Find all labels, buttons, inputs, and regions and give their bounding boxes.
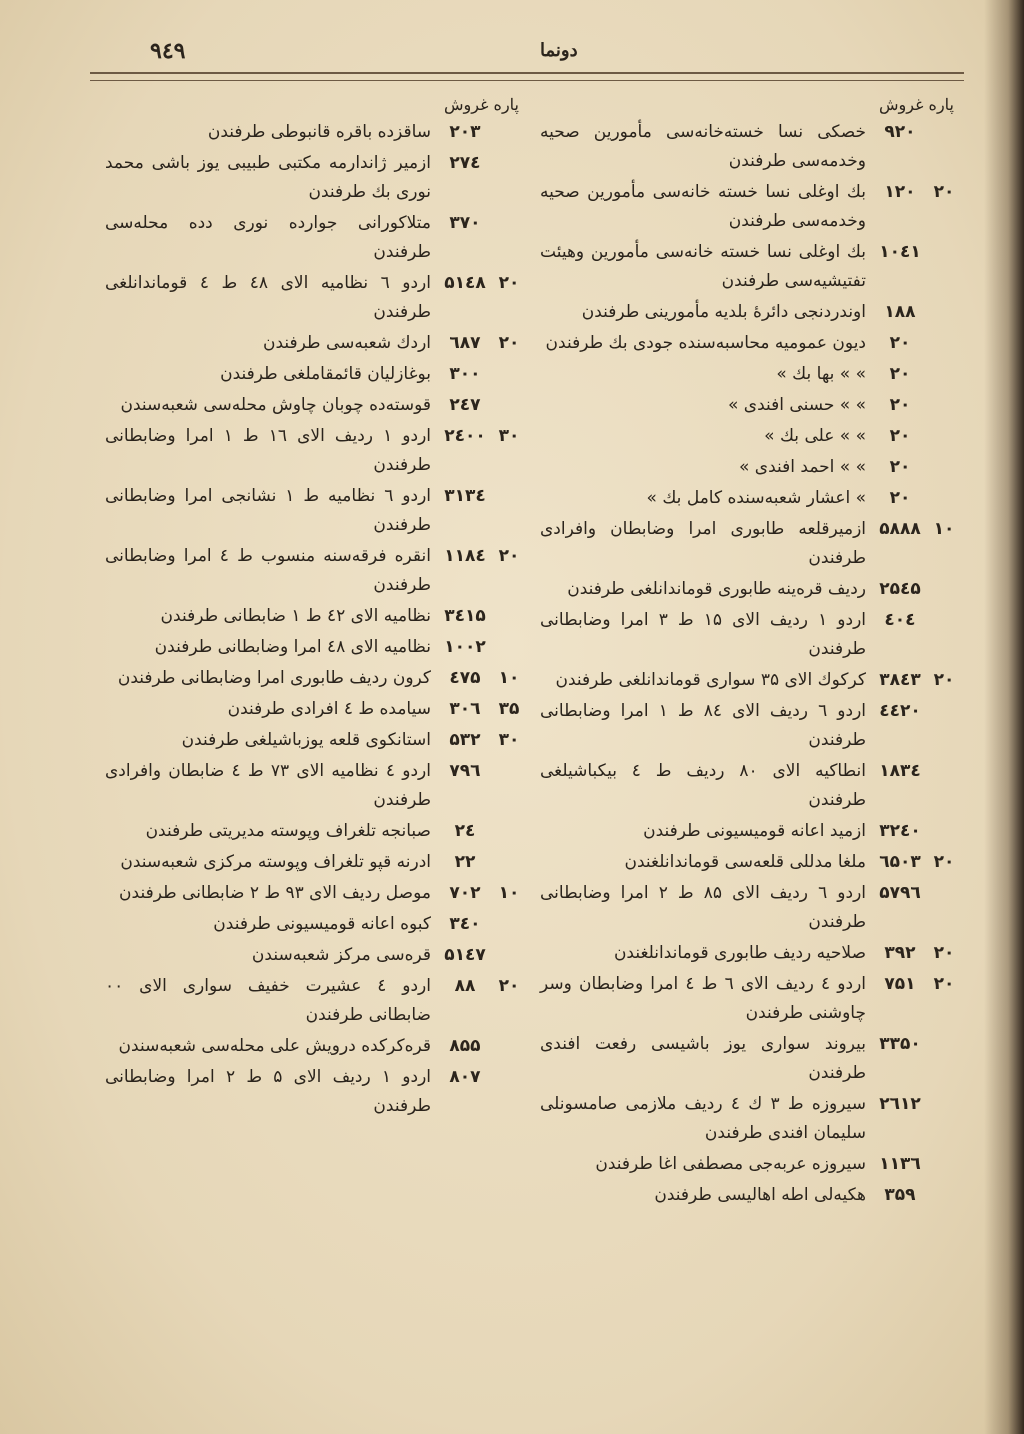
kurush-amount: ۲٦۱۲ <box>879 1094 921 1114</box>
kurush-amount: ۵۱٤۷ <box>444 945 486 965</box>
kurush-amount: ۲۷٤ <box>449 153 481 173</box>
donor-description: استانکوی قلعه یوزباشیلغی طرفندن <box>181 730 431 750</box>
kurush-amount: ۳۱۳٤ <box>444 486 486 506</box>
entry-row <box>540 666 960 695</box>
donor-description: کبوه اعانه قومیسیونی طرفندن <box>213 914 431 934</box>
para-amount: ۲۰ <box>933 852 955 872</box>
entry-row <box>540 970 960 1028</box>
donor-description: ساقزده باقره قانبوطی طرفندن <box>207 122 431 142</box>
entry-row <box>540 879 960 937</box>
kurush-amount: ۳۲٤۰ <box>879 821 921 841</box>
entry-row <box>540 360 960 389</box>
donor-description: قره‌کرکده درویش علی محله‌سی شعبه‌سندن <box>118 1036 431 1056</box>
entry-row <box>105 972 525 1030</box>
kurush-amount: ۵۳۲ <box>449 730 481 750</box>
kurush-amount: ۲۰ <box>889 364 911 384</box>
kurush-amount: ۷۰۲ <box>449 883 481 903</box>
donor-description: اردو ٦ نظامیه الای ٤۸ ط ٤ قوماندانلغی طرفندن <box>105 273 431 322</box>
page-header <box>90 30 964 70</box>
kurush-amount: ۱۰٤۱ <box>879 242 921 262</box>
donor-description: سیروزه ط ۳ ك ٤ ردیف ملازمی صامسونلی سلیمان افندی طرفندن <box>540 1094 866 1143</box>
donor-description: ازمیرقلعه طابوری امرا وضابطان وافرادی طرفندن <box>540 519 866 568</box>
donor-description: صلاحیه ردیف طابوری قوماندانلغندن <box>613 943 866 963</box>
kurush-amount: ۲٤۷ <box>449 395 481 415</box>
entry-row <box>540 606 960 664</box>
donor-description: اردو ۱ ردیف الای ۱۵ ط ۳ امرا وضابطانی طرفندن <box>540 610 866 659</box>
donor-description: » » بها بك » <box>776 364 866 384</box>
entry-row <box>105 422 525 480</box>
donor-description: ردیف قرەینه طابوری قوماندانلغی طرفندن <box>567 579 866 599</box>
kurush-amount: ۱۱۳٦ <box>879 1154 921 1174</box>
entry-row <box>105 1063 525 1121</box>
kurush-amount: ۵۸۸۸ <box>879 519 921 539</box>
entry-row <box>540 329 960 358</box>
entry-row <box>540 848 960 877</box>
donor-description: انقره فرقه‌سنه منسوب ط ٤ امرا وضابطانی طرفندن <box>105 546 431 595</box>
entry-row <box>540 757 960 815</box>
kurush-amount: ٤۷۵ <box>449 668 481 688</box>
donor-description: نظامیه الای ٤۲ ط ۱ ضابطانی طرفندن <box>160 606 431 626</box>
para-amount: ۳۰ <box>498 426 520 446</box>
entry-row <box>540 1181 960 1210</box>
entry-row <box>105 664 525 693</box>
kurush-amount: ۱۱۸٤ <box>444 546 486 566</box>
entry-row <box>105 329 525 358</box>
donor-description: موصل ردیف الای ۹۳ ط ۲ ضابطانی طرفندن <box>119 883 431 903</box>
donor-description: اردو ٤ نظامیه الای ۷۳ ط ٤ ضابطان وافرادی طرفندن <box>105 761 431 810</box>
kurush-amount: ۳۳۵۰ <box>879 1034 921 1054</box>
entry-row <box>105 269 525 327</box>
donor-description: اردك شعبه‌سی طرفندن <box>263 333 431 353</box>
donor-description: اردو ۱ ردیف الای ۵ ط ۲ امرا وضابطانی طرفندن <box>105 1067 431 1116</box>
kurush-amount: ٤٤۲۰ <box>879 701 921 721</box>
kurush-amount: ۳۸٤۳ <box>879 670 921 690</box>
donor-description: انطاکیه الای ۸۰ ردیف ط ٤ بیکباشیلغی طرفندن <box>540 761 866 810</box>
donor-description: کرون ردیف طابوری امرا وضابطانی طرفندن <box>117 668 431 688</box>
donor-description: خصکی نسا خسته‌خانه‌سی مأمورین صحیه وخدمه‌سی طرفندن <box>540 122 866 171</box>
kurush-amount: ۲۵٤۵ <box>879 579 921 599</box>
para-amount: ۱۰ <box>933 519 955 539</box>
entry-row <box>105 209 525 267</box>
donor-description: متلاکورانی جواردە نوری ددە محله‌سی طرفندن <box>105 213 431 262</box>
donor-description: بیروند سواری یوز باشیسی رفعت افندی طرفندن <box>540 1034 866 1083</box>
donor-description: کرکوك الای ۳۵ سواری قوماندانلغی طرفندن <box>555 670 866 690</box>
entry-row <box>105 726 525 755</box>
para-amount: ۲۰ <box>933 943 955 963</box>
kurush-amount: ٤۰٤ <box>884 610 916 630</box>
donor-description: ملغا مدللی قلعه‌سی قوماندانلغندن <box>624 852 866 872</box>
entry-row <box>105 941 525 970</box>
donor-description: » اعشار شعبه‌سنده کامل بك » <box>646 488 866 508</box>
entry-row <box>105 633 525 662</box>
donor-description: سیروزه عربه‌جی مصطفی اغا طرفندن <box>595 1154 866 1174</box>
entry-row <box>105 1032 525 1061</box>
para-amount: ۲۰ <box>933 974 955 994</box>
kurush-amount: ۱۸۳٤ <box>879 761 921 781</box>
entry-row <box>540 515 960 573</box>
entry-row <box>540 1030 960 1088</box>
entry-row <box>540 939 960 968</box>
kurush-amount: ۳۵۹ <box>884 1185 916 1205</box>
kurush-amount: ۲۰ <box>889 426 911 446</box>
entry-row <box>105 149 525 207</box>
entry-row <box>540 575 960 604</box>
donor-description: هکیه‌لی اطه اهالیسی طرفندن <box>654 1185 866 1205</box>
kurush-amount: ۸۰۷ <box>449 1067 481 1087</box>
kurush-amount: ۷۹٦ <box>449 761 481 781</box>
kurush-amount: ۲۰ <box>889 457 911 477</box>
left-column <box>105 92 525 1392</box>
page-number: ۹٤۹ <box>150 38 186 64</box>
kurush-amount: ۲۰۳ <box>449 122 481 142</box>
kurush-amount: ۵۷۹٦ <box>879 883 921 903</box>
kurush-amount: ۲۰ <box>889 333 911 353</box>
kurush-amount: ۳۰۰ <box>449 364 481 384</box>
donor-description: اردو ٦ ردیف الای ۸٤ ط ۱ امرا وضابطانی طرفندن <box>540 701 866 750</box>
entry-row <box>540 238 960 296</box>
kurush-amount: ٦۸۷ <box>449 333 481 353</box>
entry-row <box>540 817 960 846</box>
donor-description: ادرنه قپو تلغراف وپوسته مرکزی شعبه‌سندن <box>120 852 431 872</box>
kurush-amount: ۸۸ <box>454 976 476 996</box>
entry-row <box>105 879 525 908</box>
entry-row <box>105 542 525 600</box>
kurush-amount: ۸۵۵ <box>449 1036 481 1056</box>
donor-description: اوندردنجی دائرهٔ بلدیه مأمورینی طرفندن <box>581 302 866 322</box>
para-amount: ۲۰ <box>933 182 955 202</box>
entry-row <box>540 118 960 176</box>
entry-row <box>105 118 525 147</box>
column-header: پاره غروش <box>879 95 954 114</box>
entry-row <box>540 422 960 451</box>
donor-description: ازمیر ژاندارمه مکتبی طبیبی یوز باشی محمد نوری بك طرفندن <box>105 153 431 202</box>
kurush-amount: ۱۲۰ <box>884 182 916 202</box>
kurush-amount: ۲٤۰۰ <box>444 426 486 446</box>
donor-description: » » علی بك » <box>764 426 866 446</box>
para-amount: ۳۵ <box>498 699 520 719</box>
entry-row <box>105 848 525 877</box>
header-rule <box>90 72 964 81</box>
kurush-amount: ۱۸۸ <box>884 302 916 322</box>
para-amount: ۲۰ <box>498 976 520 996</box>
donor-description: اردو ٦ نظامیه ط ۱ نشانجی امرا وضابطانی طرفندن <box>105 486 431 535</box>
entry-row <box>540 453 960 482</box>
entry-row <box>540 1150 960 1179</box>
donor-description: اردو ٤ عشیرت خفیف سواری الای ۰۰ ضابطانی طرفندن <box>105 976 431 1025</box>
donor-description: قوسته‌ده چوبان چاوش محله‌سی شعبه‌سندن <box>120 395 431 415</box>
entry-row <box>540 697 960 755</box>
donor-description: بك اوغلی نسا خسته خانه‌سی مأمورین وهیئت تفتیشیه‌سی طرفندن <box>540 242 866 291</box>
donor-description: اردو ٦ ردیف الای ۸۵ ط ۲ امرا وضابطانی طرفندن <box>540 883 866 932</box>
para-amount: ۲۰ <box>498 273 520 293</box>
kurush-amount: ۲۰ <box>889 395 911 415</box>
kurush-amount: ۷۵۱ <box>884 974 916 994</box>
donor-description: » » حسنی افندی » <box>727 395 866 415</box>
entry-row <box>105 695 525 724</box>
kurush-amount: ۹۲۰ <box>884 122 916 142</box>
entry-row <box>105 910 525 939</box>
entry-row <box>105 602 525 631</box>
donor-description: نظامیه الای ٤۸ امرا وضابطانی طرفندن <box>154 637 431 657</box>
entry-row <box>105 360 525 389</box>
entry-row <box>540 178 960 236</box>
kurush-amount: ۲٤ <box>454 821 476 841</box>
entry-row <box>105 817 525 846</box>
kurush-amount: ۵۱٤۸ <box>444 273 486 293</box>
right-column <box>540 92 960 1392</box>
donor-description: » » احمد افندی » <box>738 457 866 477</box>
para-amount: ۲۰ <box>933 670 955 690</box>
donor-description: سیامده ط ٤ افرادی طرفندن <box>227 699 431 719</box>
donor-description: دیون عمومیه محاسبه‌سنده جودی بك طرفندن <box>545 333 866 353</box>
entry-row <box>105 757 525 815</box>
donor-description: بك اوغلی نسا خسته خانه‌سی مأمورین صحیه وخدمه‌سی طرفندن <box>540 182 866 231</box>
donor-description: اردو ۱ ردیف الای ۱٦ ط ۱ امرا وضابطانی طرفندن <box>105 426 431 475</box>
entry-row <box>105 391 525 420</box>
kurush-amount: ۳٤۱۵ <box>444 606 486 626</box>
para-amount: ۲۰ <box>498 333 520 353</box>
entry-row <box>540 484 960 513</box>
kurush-amount: ۱۰۰۲ <box>444 637 486 657</box>
kurush-amount: ۳۷۰ <box>449 213 481 233</box>
donor-description: قره‌سی مرکز شعبه‌سندن <box>251 945 431 965</box>
kurush-amount: ۳٤۰ <box>449 914 481 934</box>
donor-description: بوغازلیان قائمقاملغی طرفندن <box>220 364 431 384</box>
kurush-amount: ۳۰٦ <box>449 699 481 719</box>
entry-row <box>540 391 960 420</box>
kurush-amount: ۲۰ <box>889 488 911 508</box>
para-amount: ۳۰ <box>498 730 520 750</box>
para-amount: ۲۰ <box>498 546 520 566</box>
entry-row <box>540 1090 960 1148</box>
para-amount: ۱۰ <box>498 668 520 688</box>
kurush-amount: ۳۹۲ <box>884 943 916 963</box>
donor-description: ازمید اعانه قومیسیونی طرفندن <box>643 821 866 841</box>
entry-row <box>540 298 960 327</box>
para-amount: ۱۰ <box>498 883 520 903</box>
kurush-amount: ۲۲ <box>454 852 476 872</box>
binding-shadow <box>984 0 1024 1434</box>
running-title: دونما <box>540 40 578 61</box>
kurush-amount: ٦۵۰۳ <box>879 852 921 872</box>
column-header: پاره غروش <box>444 95 519 114</box>
entry-row <box>105 482 525 540</box>
donor-description: صبانجه تلغراف وپوسته مدیریتی طرفندن <box>145 821 431 841</box>
donor-description: اردو ٤ ردیف الای ٦ ط ٤ امرا وضابطان وسر چاوشنی طرفندن <box>540 974 867 1023</box>
